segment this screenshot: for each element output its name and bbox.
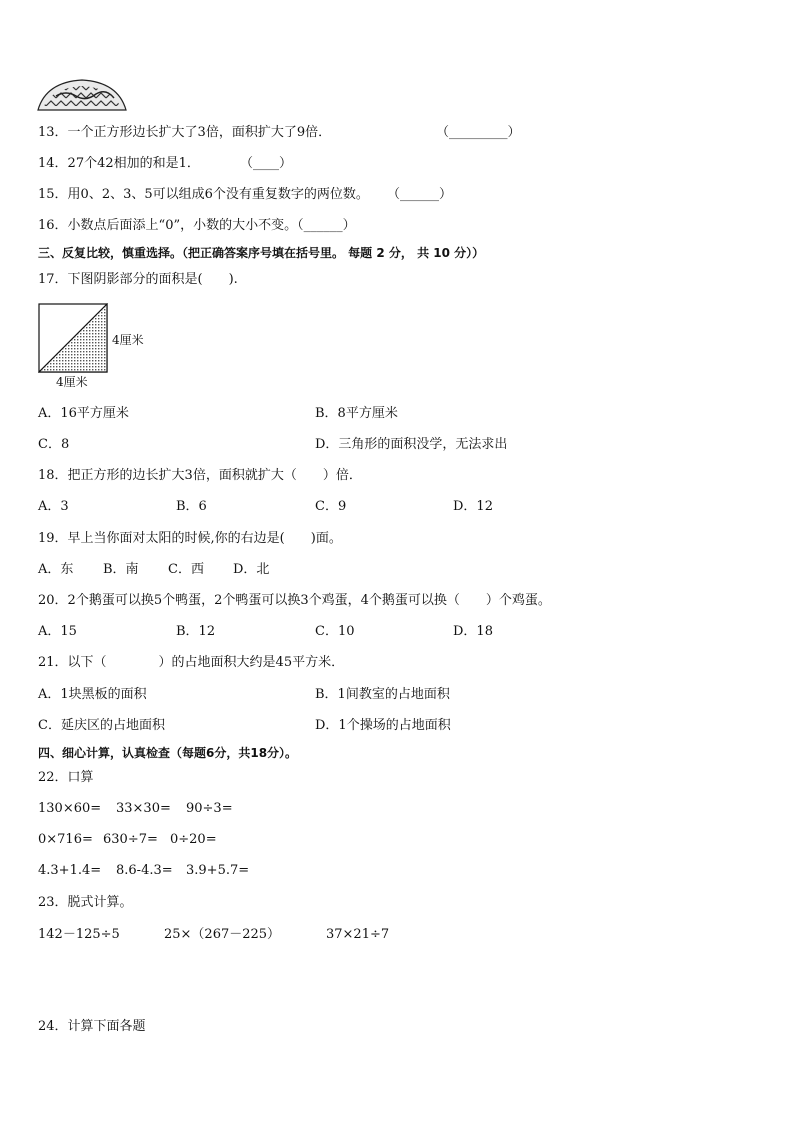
question-14: 14．27个42相加的和是1． （____） bbox=[38, 156, 293, 171]
calc-item: 4.3+1.4= bbox=[38, 863, 102, 878]
calc-item: 8.6-4.3= bbox=[116, 863, 173, 878]
option-b[interactable]: B．8平方厘米 bbox=[315, 406, 398, 421]
side-length-label: 4厘米 bbox=[112, 333, 144, 347]
option-c[interactable]: C．延庆区的占地面积 bbox=[38, 718, 165, 733]
question-21: 21．以下（ ）的占地面积大约是45平方米． bbox=[38, 655, 345, 670]
question-22: 22．口算 bbox=[38, 770, 94, 785]
option-d[interactable]: D．12 bbox=[453, 499, 493, 514]
shaded-square-figure bbox=[38, 303, 110, 375]
calc-item: 37×21÷7 bbox=[326, 927, 390, 942]
option-a[interactable]: A．16平方厘米 bbox=[38, 406, 129, 421]
option-a[interactable]: A．1块黑板的面积 bbox=[38, 687, 147, 702]
question-16: 16．小数点后面添上“0”，小数的大小不变。（______） bbox=[38, 218, 356, 233]
calc-item: 3.9+5.7= bbox=[186, 863, 250, 878]
option-b[interactable]: B．6 bbox=[176, 499, 207, 514]
option-d[interactable]: D．三角形的面积没学，无法求出 bbox=[315, 437, 508, 452]
question-13: 13．一个正方形边长扩大了3倍，面积扩大了9倍． （_________） bbox=[38, 125, 521, 140]
option-d[interactable]: D．北 bbox=[233, 562, 270, 577]
calc-item: 25×（267－225） bbox=[164, 927, 281, 942]
question-20: 20．2个鹅蛋可以换5个鸭蛋，2个鸭蛋可以换3个鸡蛋，4个鹅蛋可以换（ ）个鸡蛋。 bbox=[38, 593, 551, 608]
question-23: 23．脱式计算。 bbox=[38, 895, 133, 910]
answer-blank[interactable]: （____） bbox=[240, 156, 293, 171]
option-c[interactable]: C．8 bbox=[38, 437, 70, 452]
option-c[interactable]: C．西 bbox=[168, 562, 204, 577]
option-d[interactable]: D．18 bbox=[453, 624, 493, 639]
calc-item: 130×60= bbox=[38, 801, 102, 816]
option-d[interactable]: D．1个操场的占地面积 bbox=[315, 718, 451, 733]
option-b[interactable]: B．南 bbox=[103, 562, 139, 577]
calc-item: 142－125÷5 bbox=[38, 927, 120, 942]
question-19: 19．早上当你面对太阳的时候,你的右边是( )面。 bbox=[38, 531, 342, 546]
calc-item: 33×30= bbox=[116, 801, 171, 816]
calc-item: 0÷20= bbox=[170, 832, 217, 847]
option-b[interactable]: B．1间教室的占地面积 bbox=[315, 687, 450, 702]
bottom-length-label: 4厘米 bbox=[56, 375, 88, 389]
calc-item: 630÷7= bbox=[103, 832, 158, 847]
option-a[interactable]: A．东 bbox=[38, 562, 74, 577]
section-4-heading: 四、细心计算，认真检查（每题6分，共18分）。 bbox=[38, 746, 298, 760]
semicircle-pattern-figure bbox=[36, 76, 128, 114]
answer-blank[interactable]: （______） bbox=[387, 187, 453, 202]
option-b[interactable]: B．12 bbox=[176, 624, 216, 639]
section-3-heading: 三、反复比较，慎重选择。（把正确答案序号填在括号里。 每题 2 分， 共 10 分）） bbox=[38, 246, 485, 260]
question-15: 15．用0、2、3、5可以组成6个没有重复数字的两位数。 （______） bbox=[38, 187, 453, 202]
question-17: 17．下图阴影部分的面积是( ). bbox=[38, 272, 238, 287]
calc-item: 90÷3= bbox=[186, 801, 233, 816]
answer-blank[interactable]: （_________） bbox=[436, 125, 521, 140]
option-c[interactable]: C．9 bbox=[315, 499, 347, 514]
option-a[interactable]: A．15 bbox=[38, 624, 77, 639]
calc-item: 0×716= bbox=[38, 832, 93, 847]
question-18: 18．把正方形的边长扩大3倍，面积就扩大（ ）倍． bbox=[38, 468, 362, 483]
option-c[interactable]: C．10 bbox=[315, 624, 355, 639]
question-24: 24．计算下面各题 bbox=[38, 1019, 146, 1034]
option-a[interactable]: A．3 bbox=[38, 499, 69, 514]
